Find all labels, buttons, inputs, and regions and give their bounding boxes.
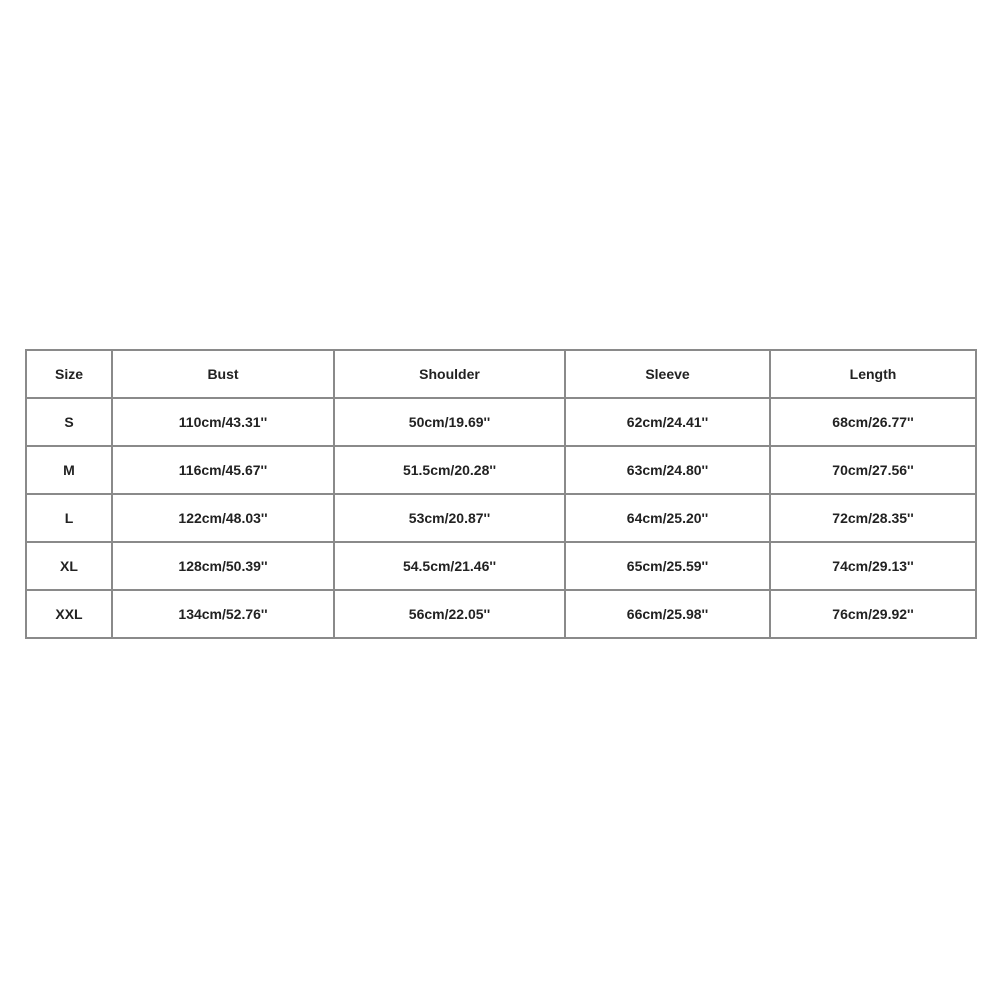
size-chart-table xyxy=(25,349,977,639)
column-header-size: Size xyxy=(26,350,112,398)
size-cell: S xyxy=(26,398,112,446)
table-row xyxy=(26,446,976,494)
shoulder-cell: 51.5cm/20.28'' xyxy=(334,446,565,494)
size-cell: XL xyxy=(26,542,112,590)
shoulder-cell: 50cm/19.69'' xyxy=(334,398,565,446)
bust-cell: 128cm/50.39'' xyxy=(112,542,334,590)
sleeve-cell: 66cm/25.98'' xyxy=(565,590,770,638)
shoulder-cell: 56cm/22.05'' xyxy=(334,590,565,638)
table-row xyxy=(26,542,976,590)
size-cell: XXL xyxy=(26,590,112,638)
length-cell: 74cm/29.13'' xyxy=(770,542,976,590)
length-cell: 68cm/26.77'' xyxy=(770,398,976,446)
bust-cell: 122cm/48.03'' xyxy=(112,494,334,542)
sleeve-cell: 63cm/24.80'' xyxy=(565,446,770,494)
sleeve-cell: 65cm/25.59'' xyxy=(565,542,770,590)
bust-cell: 134cm/52.76'' xyxy=(112,590,334,638)
sleeve-cell: 64cm/25.20'' xyxy=(565,494,770,542)
size-cell: L xyxy=(26,494,112,542)
length-cell: 76cm/29.92'' xyxy=(770,590,976,638)
column-header-bust: Bust xyxy=(112,350,334,398)
table-row xyxy=(26,494,976,542)
size-cell: M xyxy=(26,446,112,494)
table-row xyxy=(26,398,976,446)
bust-cell: 110cm/43.31'' xyxy=(112,398,334,446)
column-header-shoulder: Shoulder xyxy=(334,350,565,398)
sleeve-cell: 62cm/24.41'' xyxy=(565,398,770,446)
bust-cell: 116cm/45.67'' xyxy=(112,446,334,494)
column-header-length: Length xyxy=(770,350,976,398)
length-cell: 72cm/28.35'' xyxy=(770,494,976,542)
shoulder-cell: 53cm/20.87'' xyxy=(334,494,565,542)
table-header-row xyxy=(26,350,976,398)
length-cell: 70cm/27.56'' xyxy=(770,446,976,494)
column-header-sleeve: Sleeve xyxy=(565,350,770,398)
shoulder-cell: 54.5cm/21.46'' xyxy=(334,542,565,590)
table-row xyxy=(26,590,976,638)
